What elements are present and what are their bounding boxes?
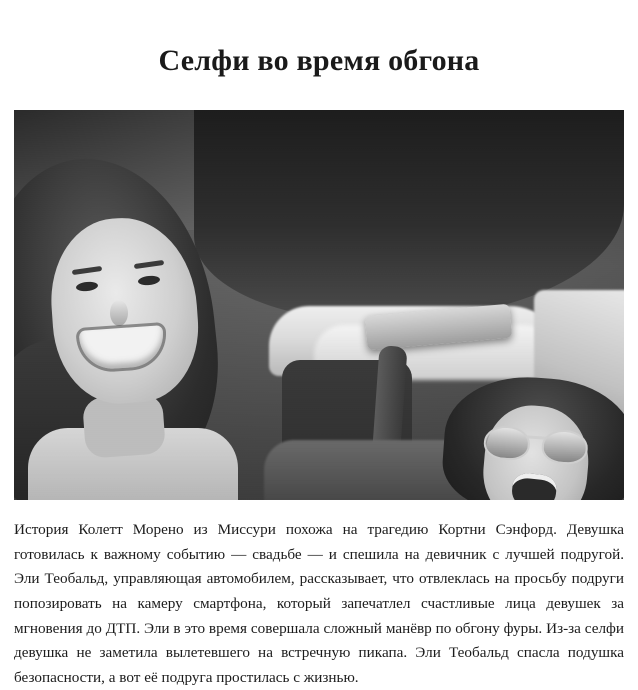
driver-nose xyxy=(110,300,128,326)
sunglasses-icon xyxy=(483,424,589,461)
photo-canvas xyxy=(14,110,624,500)
article-photo xyxy=(14,110,624,500)
article-body-text: История Колетт Морено из Миссури похожа на трагедию Кортни Сэнфорд. Девушка готовилась к важному событию — свадьбе — и спешила на девичник с лучшей подругой. Эли Теобальд, управляющая автомобилем, рассказывает, что отвлеклась на просьбу подруги попозировать на камеру смартфона, который запечатлел счастливые лица девушек за мгновения до ДТП. Эли в это время совершала сложный манёвр по обгону фуры. Из-за селфи девушка не заметила вылетевшего на встречную пикапа. Эли Теобальд спасла подушка безопасности, а вот её подруга простилась с жизнью. xyxy=(14,521,624,686)
page-title: Селфи во время обгона xyxy=(158,44,480,77)
car-headliner xyxy=(194,110,624,320)
